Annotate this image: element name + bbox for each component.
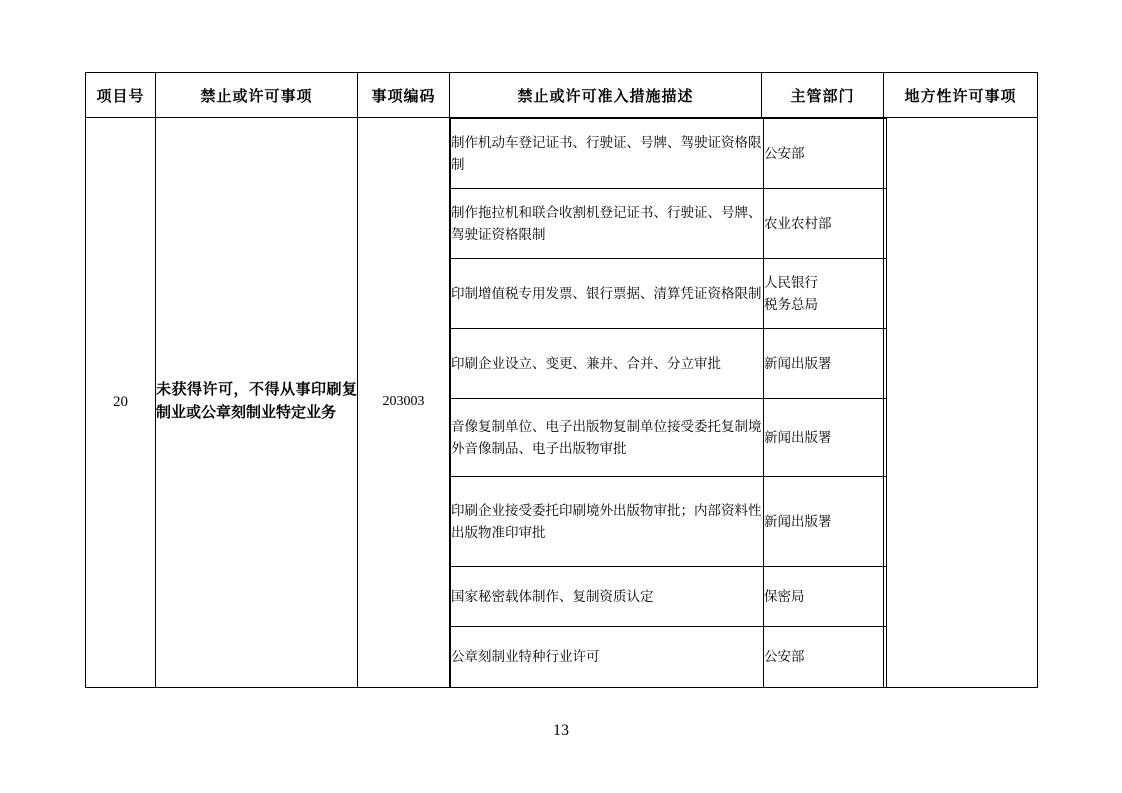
header-主管部门: 主管部门	[762, 73, 884, 118]
measure-department: 人民银行 税务总局	[764, 259, 887, 329]
measure-row	[451, 399, 887, 477]
measure-row	[451, 189, 887, 259]
measure-row	[451, 477, 887, 567]
table-body	[86, 118, 1038, 688]
measure-department: 公安部	[764, 627, 887, 687]
header-准入措施描述: 禁止或许可准入措施描述	[450, 73, 762, 118]
measure-description: 印刷企业设立、变更、兼并、合并、分立审批	[451, 329, 764, 399]
measure-description: 国家秘密载体制作、复制资质认定	[451, 567, 764, 627]
measure-description: 公章刻制业特种行业许可	[451, 627, 764, 687]
measures-table	[450, 118, 887, 687]
measure-description: 制作机动车登记证书、行驶证、号牌、驾驶证资格限制	[451, 119, 764, 189]
table-row	[86, 118, 1038, 688]
cell-item-code: 203003	[358, 118, 450, 688]
measure-department: 新闻出版署	[764, 329, 887, 399]
cell-local-permission	[884, 118, 1038, 688]
cell-measures-group	[450, 118, 884, 688]
cell-item-name: 未获得许可，不得从事印刷复制业或公章刻制业特定业务	[156, 118, 358, 688]
table-header	[86, 73, 1038, 118]
measure-department: 公安部	[764, 119, 887, 189]
measure-row	[451, 329, 887, 399]
header-row	[86, 73, 1038, 118]
header-禁止或许可事项: 禁止或许可事项	[156, 73, 358, 118]
measure-description: 印制增值税专用发票、银行票据、清算凭证资格限制	[451, 259, 764, 329]
measure-row	[451, 259, 887, 329]
header-地方性许可事项: 地方性许可事项	[884, 73, 1038, 118]
measure-department: 新闻出版署	[764, 477, 887, 567]
measure-row	[451, 627, 887, 687]
measure-description: 印刷企业接受委托印刷境外出版物审批；内部资料性出版物准印审批	[451, 477, 764, 567]
header-项目号: 项目号	[86, 73, 156, 118]
table-container	[85, 72, 1037, 688]
cell-project-number: 20	[86, 118, 156, 688]
measure-row	[451, 119, 887, 189]
permission-table	[85, 72, 1038, 688]
measure-description: 音像复制单位、电子出版物复制单位接受委托复制境外音像制品、电子出版物审批	[451, 399, 764, 477]
header-事项编码: 事项编码	[358, 73, 450, 118]
measure-department: 农业农村部	[764, 189, 887, 259]
measure-department: 保密局	[764, 567, 887, 627]
page-number: 13	[553, 722, 569, 739]
measure-row	[451, 567, 887, 627]
measure-department: 新闻出版署	[764, 399, 887, 477]
measure-description: 制作拖拉机和联合收割机登记证书、行驶证、号牌、驾驶证资格限制	[451, 189, 764, 259]
